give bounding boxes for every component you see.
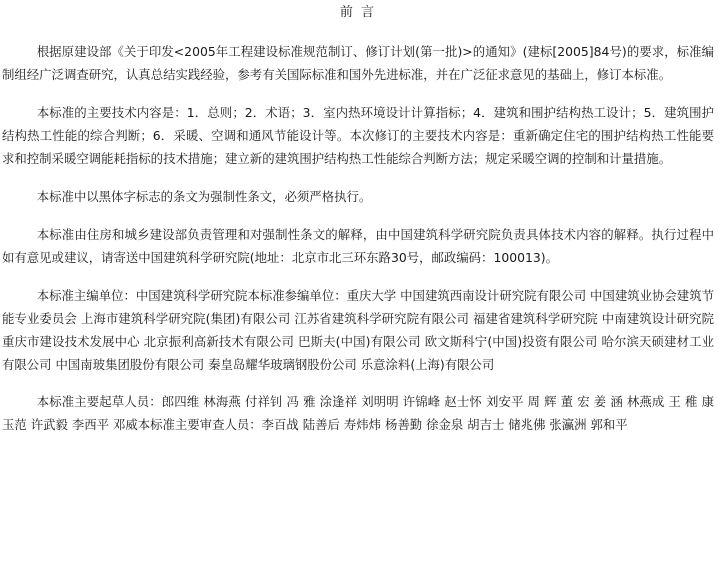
document-title: 前 言 [339, 5, 377, 20]
paragraph-basis: 根据原建设部《关于印发<2005年工程建设标准规范制订、修订计划(第一批)>的通知》(建标[2005]84号)的要求，标准编制组经广泛调查研究，认真总结实践经验，参考有关国际标准和国外先进标准，并在广泛征求意见的基础上，修订本标准。 [2, 44, 714, 82]
paragraph-technical-content: 本标准的主要技术内容是：1．总则；2．术语；3．室内热环境设计计算指标；4．建筑和围护结构热工设计；5．建筑围护结构热工性能的综合判断；6．采暖、空调和通风节能设计等。本次修订的主要技术内容是：重新确定住宅的围护结构热工性能要求和控制采暖空调能耗指标的技术措施；建立新的建筑围护结构热工性能综合判断方法；规定采暖空调的控制和计量措施。 [2, 105, 714, 166]
paragraph-drafters-reviewers: 本标准主要起草人员：郎四维 林海燕 付祥钊 冯 雅 涂逢祥 刘明明 许锦峰 赵士怀 刘安平 周 辉 董 宏 姜 涵 林燕成 王 稚 康玉范 许武毅 李西平 邓威本标准主要审查人员：李百战 陆善后 寿炜炜 杨善勤 徐金泉 胡吉士 储兆佛 张瀛洲 郭和平 [2, 394, 714, 432]
paragraph-editing-units: 本标准主编单位：中国建筑科学研究院本标准参编单位：重庆大学 中国建筑西南设计研究院有限公司 中国建筑业协会建筑节能专业委员会 上海市建筑科学研究院(集团)有限公司 江苏省建筑科学研究院有限公司 福建省建筑科学研究院 中南建筑设计研究院 重庆市建设技术发展中心 北京振利高新技术有限公司 巴斯夫(中国)有限公司 欧文斯科宁(中国)投资有限公司 哈尔滨天硕建材工业有限公司 中国南玻集团股份有限公司 秦皇岛耀华玻璃钢股份公司 乐意涂料(上海)有限公司 [2, 288, 714, 372]
paragraph-mandatory-clauses: 本标准中以黑体字标志的条文为强制性条文，必须严格执行。 [36, 189, 372, 204]
paragraph-management: 本标准由住房和城乡建设部负责管理和对强制性条文的解释，由中国建筑科学研究院负责具体技术内容的解释。执行过程中如有意见或建议，请寄送中国建筑科学研究院(地址：北京市北三环东路30号，邮政编码：100013)。 [2, 227, 714, 265]
